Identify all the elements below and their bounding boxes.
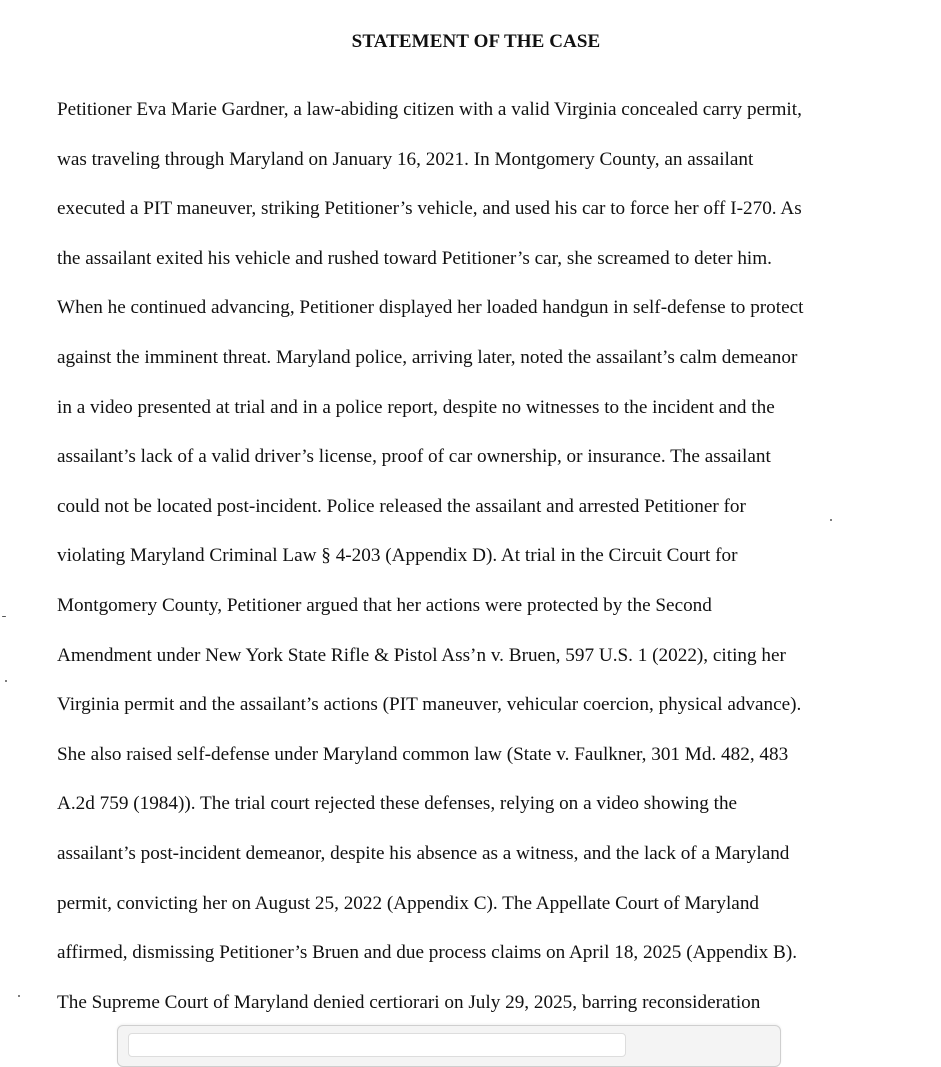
text-line: Petitioner Eva Marie Gardner, a law-abiding citizen with a valid Virginia concealed carry permit, — [57, 99, 802, 120]
text-line: violating Maryland Criminal Law § 4-203 (Appendix D). At trial in the Circuit Court for — [57, 545, 738, 567]
text-line: affirmed, dismissing Petitioner’s Bruen and due process claims on April 18, 2025 (Appendix B). — [57, 942, 798, 964]
text-line: in a video presented at trial and in a police report, despite no witnesses to the incident and the — [57, 396, 775, 418]
text-line: She also raised self-defense under Maryland common law (State v. Faulkner, 301 Md. 482, 483 — [57, 743, 789, 765]
scan-speck — [830, 519, 832, 521]
section-heading: STATEMENT OF THE CASE — [351, 31, 601, 52]
toolbar-input[interactable] — [128, 1033, 626, 1057]
scan-speck — [5, 680, 7, 682]
text-line: assailant’s post-incident demeanor, despite his absence as a witness, and the lack of a Maryland — [57, 842, 790, 864]
text-line: against the imminent threat. Maryland police, arriving later, noted the assailant’s calm demeanor — [57, 346, 798, 368]
floating-toolbar[interactable] — [117, 1025, 781, 1067]
body-paragraph — [57, 90, 803, 1032]
text-line: permit, convicting her on August 25, 2022 (Appendix C). The Appellate Court of Maryland — [57, 892, 760, 914]
text-line: The Supreme Court of Maryland denied certiorari on July 29, 2025, barring reconsideration — [57, 991, 761, 1013]
text-line: Amendment under New York State Rifle & Pistol Ass’n v. Bruen, 597 U.S. 1 (2022), citing her — [57, 644, 786, 666]
text-line: A.2d 759 (1984)). The trial court rejected these defenses, relying on a video showing the — [57, 793, 738, 815]
text-line: assailant’s lack of a valid driver’s license, proof of car ownership, or insurance. The assailant — [57, 446, 771, 468]
text-line: executed a PIT maneuver, striking Petitioner’s vehicle, and used his car to force her off I-270. As — [57, 198, 802, 220]
text-line: Virginia permit and the assailant’s actions (PIT maneuver, vehicular coercion, physical advance). — [57, 694, 802, 716]
text-line: Montgomery County, Petitioner argued that her actions were protected by the Second — [57, 594, 712, 616]
text-line: When he continued advancing, Petitioner displayed her loaded handgun in self-defense to protect — [57, 297, 804, 319]
scan-speck — [2, 616, 6, 617]
text-line: the assailant exited his vehicle and rushed toward Petitioner’s car, she screamed to deter him. — [57, 247, 772, 269]
text-line: was traveling through Maryland on January 16, 2021. In Montgomery County, an assailant — [57, 148, 754, 170]
scan-speck — [18, 995, 20, 997]
text-line: could not be located post-incident. Police released the assailant and arrested Petitioner for — [57, 495, 746, 517]
